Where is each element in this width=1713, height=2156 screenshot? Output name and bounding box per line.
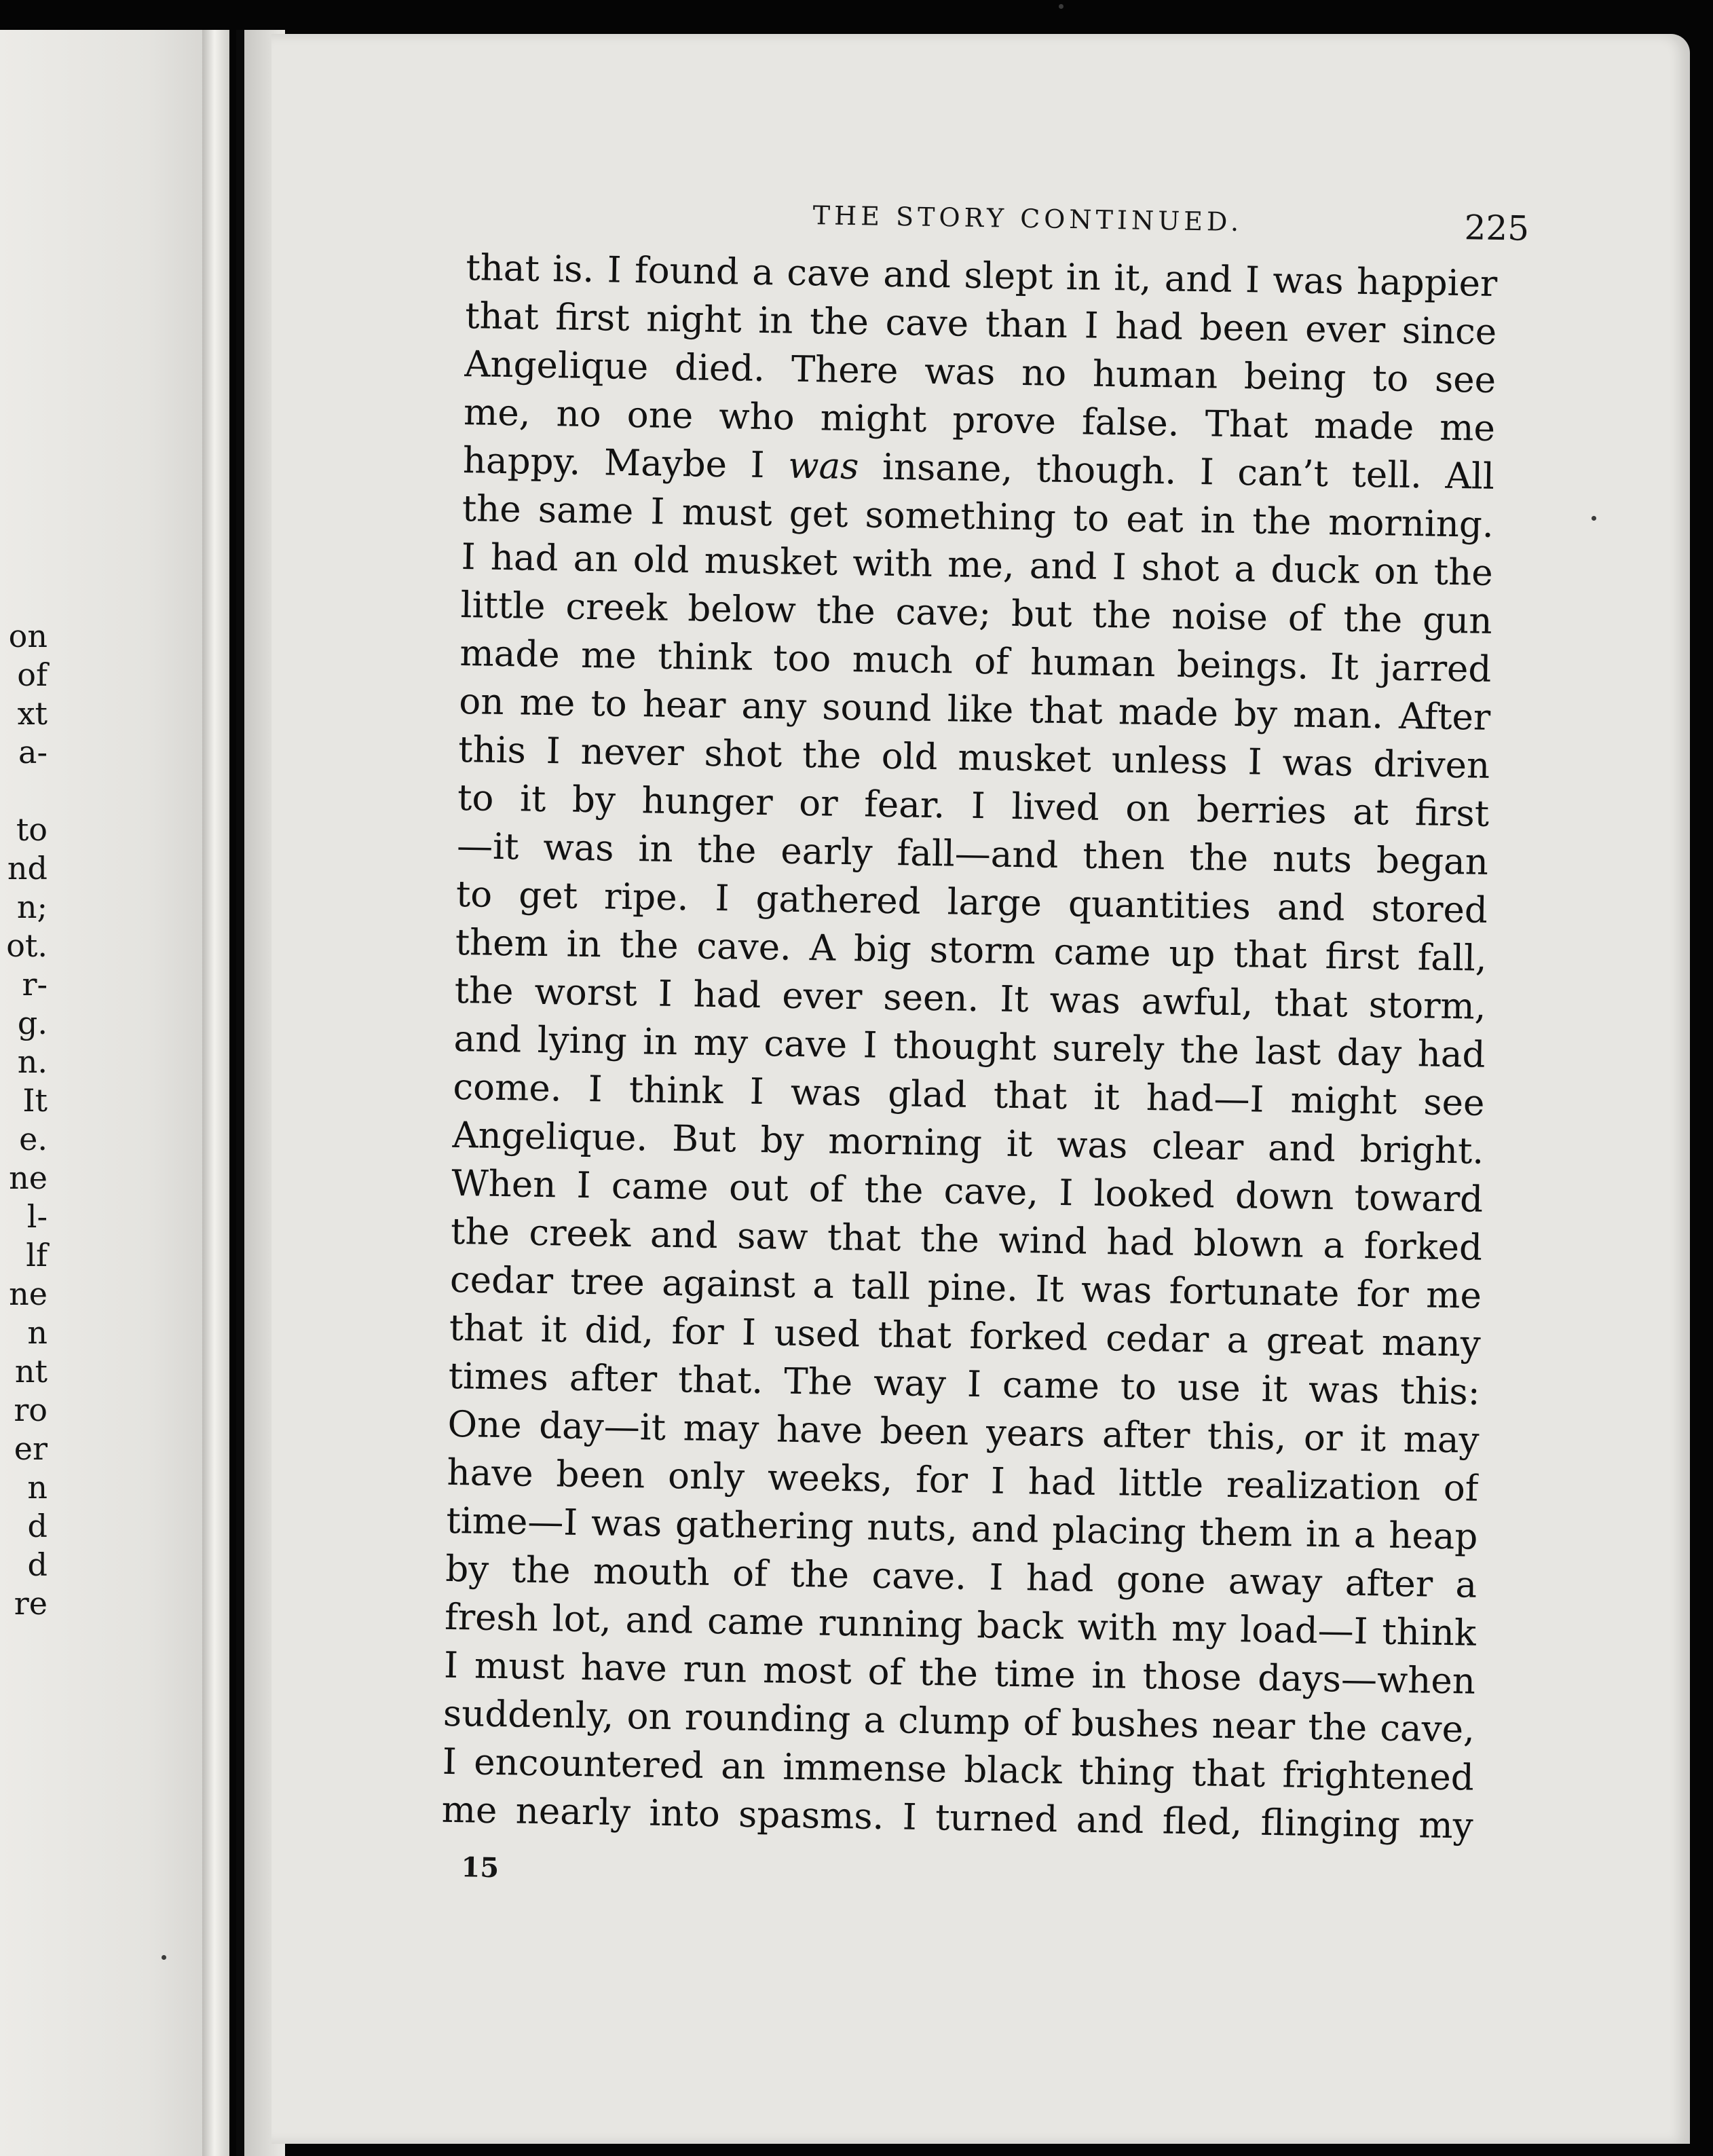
- right-page: [271, 34, 1690, 2144]
- left-page-fragment: l-: [26, 1198, 48, 1235]
- torn-gutter-edge: [202, 30, 229, 2156]
- text-line: that first night in the cave than I had been ever since: [464, 295, 1497, 353]
- left-page-fragment: re: [14, 1585, 48, 1622]
- left-page-fragment: It: [22, 1082, 48, 1119]
- left-page-fragment: of: [17, 656, 48, 693]
- text-line: by the mouth of the cave. I had gone away after a: [445, 1548, 1477, 1606]
- left-page-fragment: a-: [18, 734, 48, 770]
- left-page-fragment: ro: [14, 1392, 48, 1428]
- text-line: that is. I found a cave and slept in it, and I was happier: [465, 247, 1498, 305]
- left-page-fragment: on: [8, 618, 48, 654]
- left-page-edge: [0, 30, 212, 2156]
- text-line: me, no one who might prove false. That made me: [463, 392, 1496, 449]
- page-number: 225: [1464, 208, 1530, 248]
- dust-speck: [1059, 4, 1063, 9]
- text-line: —it was in the early fall—and then the nuts began: [456, 825, 1489, 883]
- text-line: the same I must get something to eat in the morning.: [462, 488, 1494, 546]
- body-text: [441, 244, 1498, 1851]
- text-line: cedar tree against a tall pine. It was fortunate for me: [449, 1259, 1482, 1317]
- text-line: the creek and saw that the wind had blown a forked: [450, 1210, 1483, 1269]
- left-page-fragment: ne: [9, 1276, 48, 1312]
- left-page-fragment: e.: [19, 1121, 48, 1157]
- text-line: to get ripe. I gathered large quantities and stored: [455, 873, 1488, 931]
- text-line: Angelique died. There was no human being to see: [464, 343, 1496, 401]
- left-page-fragment: n.: [17, 1043, 48, 1080]
- page-content: [253, 22, 1705, 2154]
- left-page-fragment: er: [14, 1430, 48, 1467]
- text-line: One day—it may have been years after this, or it may: [447, 1403, 1480, 1462]
- text-line: that it did, for I used that forked cedar a great many: [449, 1307, 1482, 1365]
- text-line: come. I think I was glad that it had—I might see: [453, 1066, 1485, 1124]
- text-line: me nearly into spasms. I turned and fled, flinging my: [441, 1789, 1474, 1847]
- dust-speck: [1592, 516, 1596, 521]
- text-line: happy. Maybe I was insane, though. I can’t tell. All: [462, 440, 1495, 498]
- left-page-fragment: nt: [14, 1353, 48, 1390]
- text-line: I had an old musket with me, and I shot a duck on the: [461, 536, 1494, 594]
- dust-speck: [162, 1955, 166, 1960]
- left-page-fragment: d: [27, 1546, 48, 1583]
- text-line: and lying in my cave I thought surely the last day had: [453, 1018, 1486, 1076]
- left-page-fragment: ot.: [6, 927, 48, 964]
- text-line: suddenly, on rounding a clump of bushes near the cave,: [443, 1692, 1475, 1751]
- left-page-fragment: xt: [17, 695, 48, 732]
- binding-line: [236, 30, 244, 2156]
- left-page-fragment: d: [27, 1508, 48, 1544]
- text-line: have been only weeks, for I had little realization of: [447, 1451, 1479, 1510]
- text-line: I must have run most of the time in those days—when: [443, 1644, 1476, 1703]
- text-line: made me think too much of human beings. It jarred: [459, 633, 1492, 690]
- text-line: them in the cave. A big storm came up that first fall,: [455, 921, 1488, 980]
- text-line: times after that. The way I came to use it was this:: [448, 1355, 1481, 1413]
- left-page-fragment: to: [16, 811, 48, 848]
- left-page-fragment: n: [27, 1469, 48, 1506]
- left-page-fragment: g.: [17, 1005, 48, 1041]
- text-line: time—I was gathering nuts, and placing them in a heap: [446, 1500, 1478, 1558]
- text-line: this I never shot the old musket unless I was driven: [457, 729, 1490, 787]
- text-line: on me to hear any sound like that made by man. After: [458, 681, 1491, 739]
- left-page-fragment: n: [27, 1314, 48, 1351]
- running-head: THE STORY CONTINUED.: [812, 200, 1243, 238]
- text-line: When I came out of the cave, I looked down toward: [451, 1162, 1484, 1221]
- left-page-fragment: lf: [26, 1237, 48, 1274]
- text-line: fresh lot, and came running back with my load—I think: [444, 1596, 1477, 1654]
- left-page-fragment: nd: [7, 850, 48, 887]
- left-page-fragment: ne: [9, 1159, 48, 1196]
- text-line: Angelique. But by morning it was clear and bright.: [451, 1114, 1484, 1172]
- text-line: to it by hunger or fear. I lived on berries at first: [457, 777, 1490, 835]
- signature-mark: 15: [461, 1851, 500, 1884]
- text-line: I encountered an immense black thing that frightened: [442, 1741, 1475, 1799]
- left-page-fragment: n;: [16, 889, 48, 925]
- left-page-fragment: r-: [22, 966, 48, 1003]
- text-line: little creek below the cave; but the noise of the gun: [460, 584, 1492, 642]
- text-line: the worst I had ever seen. It was awful, that storm,: [454, 969, 1487, 1028]
